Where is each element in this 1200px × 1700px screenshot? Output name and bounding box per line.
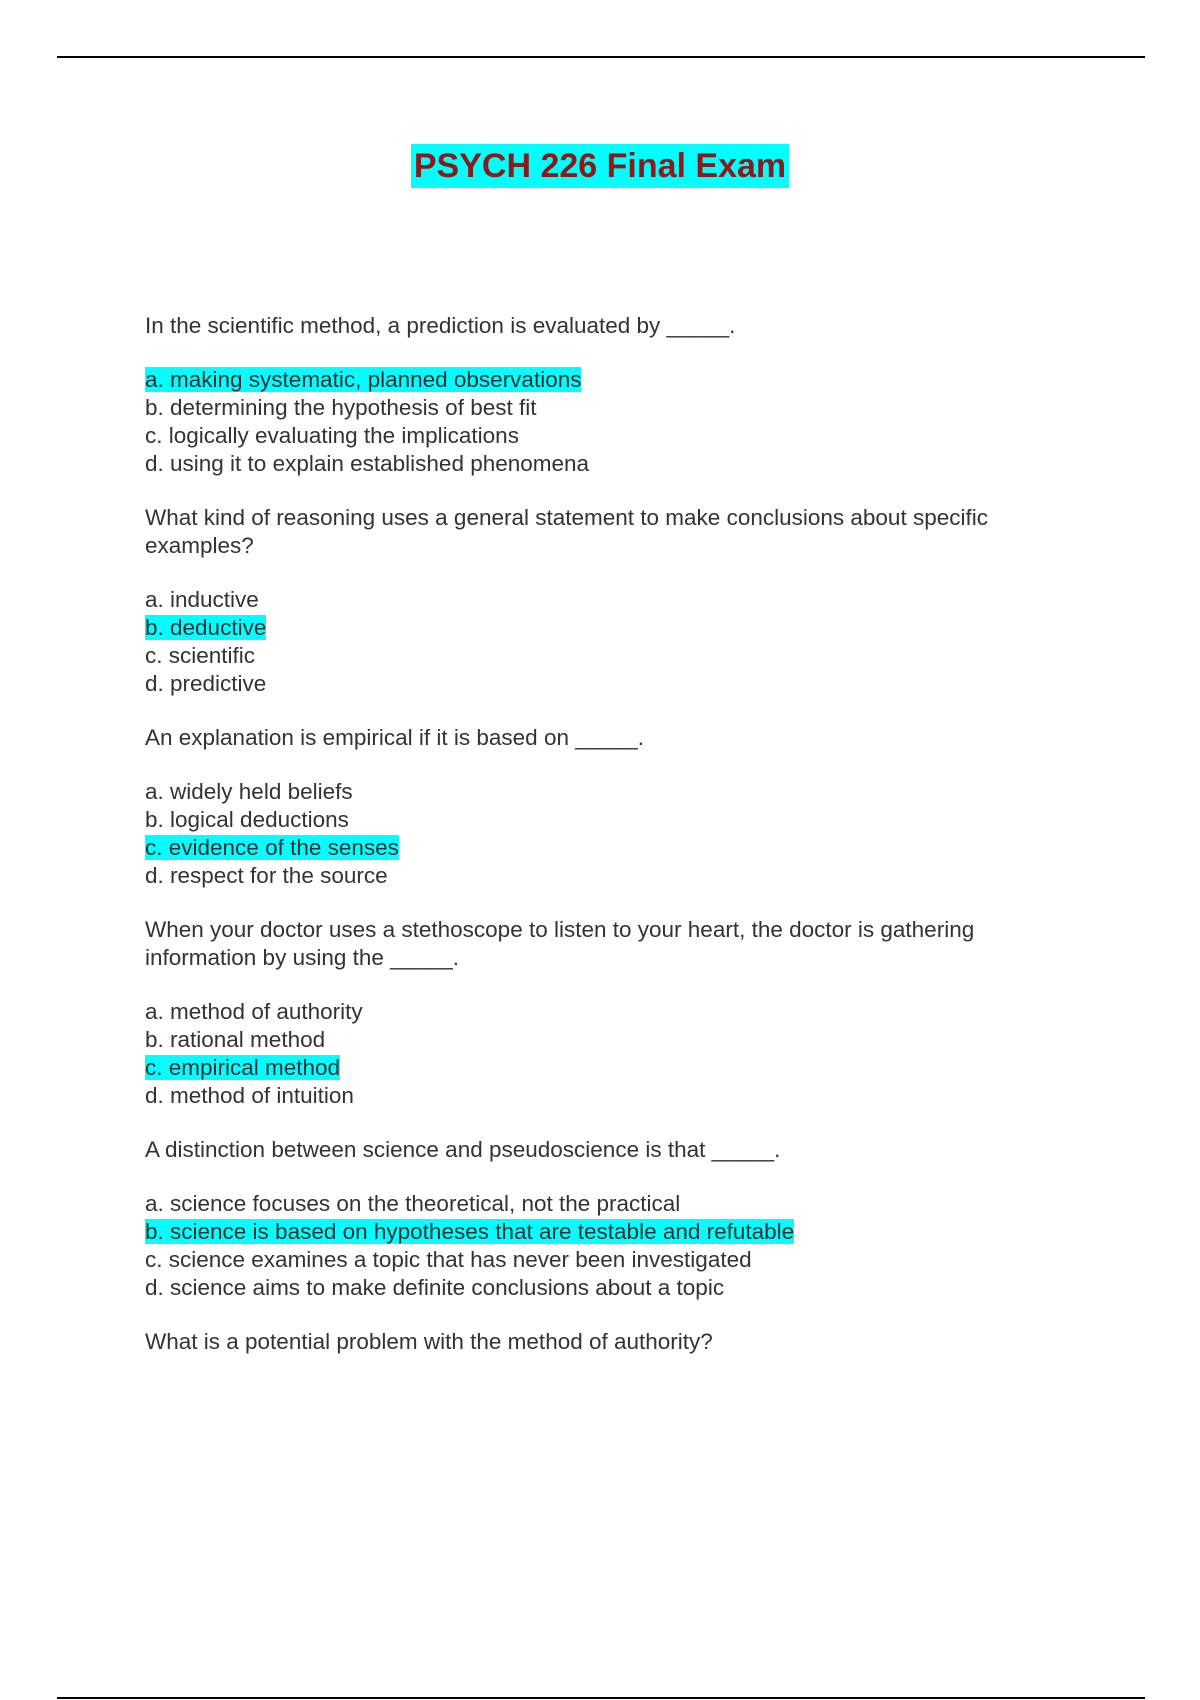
answer-highlight: c. evidence of the senses	[145, 835, 399, 860]
option-2d: d. predictive	[145, 671, 267, 696]
answer-highlight: b. deductive	[145, 615, 267, 640]
question-3: An explanation is empirical if it is based on _____.	[145, 725, 645, 750]
top-rule	[57, 56, 1145, 58]
answer-highlight: a. making systematic, planned observations	[145, 367, 582, 392]
option-5d: d. science aims to make definite conclusions about a topic	[145, 1275, 725, 1300]
option-3b: b. logical deductions	[145, 807, 349, 832]
option-2b	[145, 614, 1065, 642]
question-5: A distinction between science and pseudoscience is that _____.	[145, 1137, 781, 1162]
exam-content	[145, 312, 1065, 1382]
options-4	[145, 998, 1065, 1110]
option-3c	[145, 834, 1065, 862]
option-1c: c. logically evaluating the implications	[145, 423, 519, 448]
option-4b: b. rational method	[145, 1027, 326, 1052]
options-5	[145, 1190, 1065, 1302]
question-6: What is a potential problem with the method of authority?	[145, 1329, 713, 1354]
option-5c: c. science examines a topic that has never been investigated	[145, 1247, 752, 1272]
options-1	[145, 366, 1065, 478]
answer-highlight: b. science is based on hypotheses that are testable and refutable	[145, 1219, 795, 1244]
options-3	[145, 778, 1065, 890]
option-1b: b. determining the hypothesis of best fit	[145, 395, 537, 420]
option-4d: d. method of intuition	[145, 1083, 354, 1108]
option-1d: d. using it to explain established phenomena	[145, 451, 590, 476]
question-4: When your doctor uses a stethoscope to listen to your heart, the doctor is gathering information by using the _____.	[145, 917, 975, 970]
page-title: PSYCH 226 Final Exam	[411, 144, 789, 188]
option-1a	[145, 366, 1065, 394]
answer-highlight: c. empirical method	[145, 1055, 341, 1080]
option-4a: a. method of authority	[145, 999, 363, 1024]
question-1: In the scientific method, a prediction is evaluated by _____.	[145, 313, 736, 338]
option-3a: a. widely held beliefs	[145, 779, 353, 804]
option-5b	[145, 1218, 1065, 1246]
question-2: What kind of reasoning uses a general statement to make conclusions about specific examples?	[145, 505, 988, 558]
option-4c	[145, 1054, 1065, 1082]
option-2a: a. inductive	[145, 587, 259, 612]
title-container	[0, 144, 1200, 188]
option-2c: c. scientific	[145, 643, 256, 668]
bottom-rule	[57, 1697, 1145, 1699]
options-2	[145, 586, 1065, 698]
option-5a: a. science focuses on the theoretical, not the practical	[145, 1191, 681, 1216]
option-3d: d. respect for the source	[145, 863, 388, 888]
